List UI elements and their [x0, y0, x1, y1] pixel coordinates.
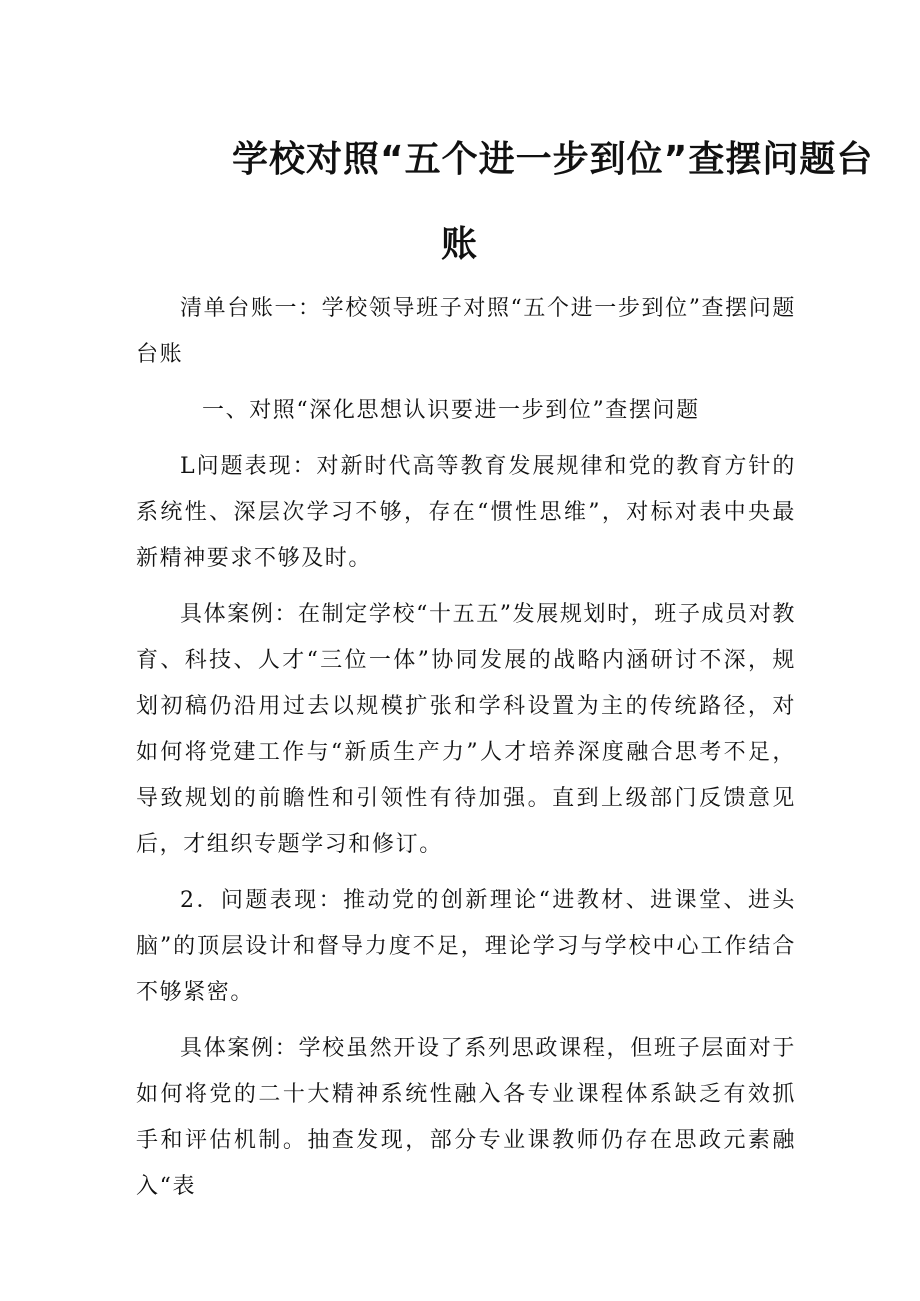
- case-paragraph-1: 具体案例：在制定学校“十五五”发展规划时，班子成员对教育、科技、人才“三位一体”协同发展的战略内涵研讨不深，规划初稿仍沿用过去以规模扩张和学科设置为主的传统路径，对如何将党建工作与“新质生产力”人才培养深度融合思考不足，导致规划的前瞻性和引领性有待加强。直到上级部门反馈意见后，才组织专题学习和修订。: [136, 602, 796, 857]
- problem-paragraph-1: L问题表现：对新时代高等教育发展规律和党的教育方针的系统性、深层次学习不够，存在“惯性思维”，对标对表中央最新精神要求不够及时。: [136, 454, 796, 571]
- document-body: [136, 286, 796, 1210]
- document-title-line-1: 学校对照“五个进一步到位”查摆问题台: [232, 139, 874, 180]
- problem-paragraph-2: 2．问题表现：推动党的创新理论“进教材、进课堂、进头脑”的顶层设计和督导力度不足，理论学习与学校中心工作结合不够紧密。: [136, 888, 796, 1005]
- ledger-heading: 清单台账一：学校领导班子对照“五个进一步到位”查摆问题台账: [136, 296, 796, 367]
- case-paragraph-2: 具体案例：学校虽然开设了系列思政课程，但班子层面对于如何将党的二十大精神系统性融入各专业课程体系缺乏有效抓手和评估机制。抽查发现，部分专业课教师仍存在思政元素融入“表: [136, 1036, 796, 1199]
- section-heading: 一、对照“深化思想认识要进一步到位”查摆问题: [202, 398, 700, 423]
- document-title-line-2: 账: [441, 224, 479, 265]
